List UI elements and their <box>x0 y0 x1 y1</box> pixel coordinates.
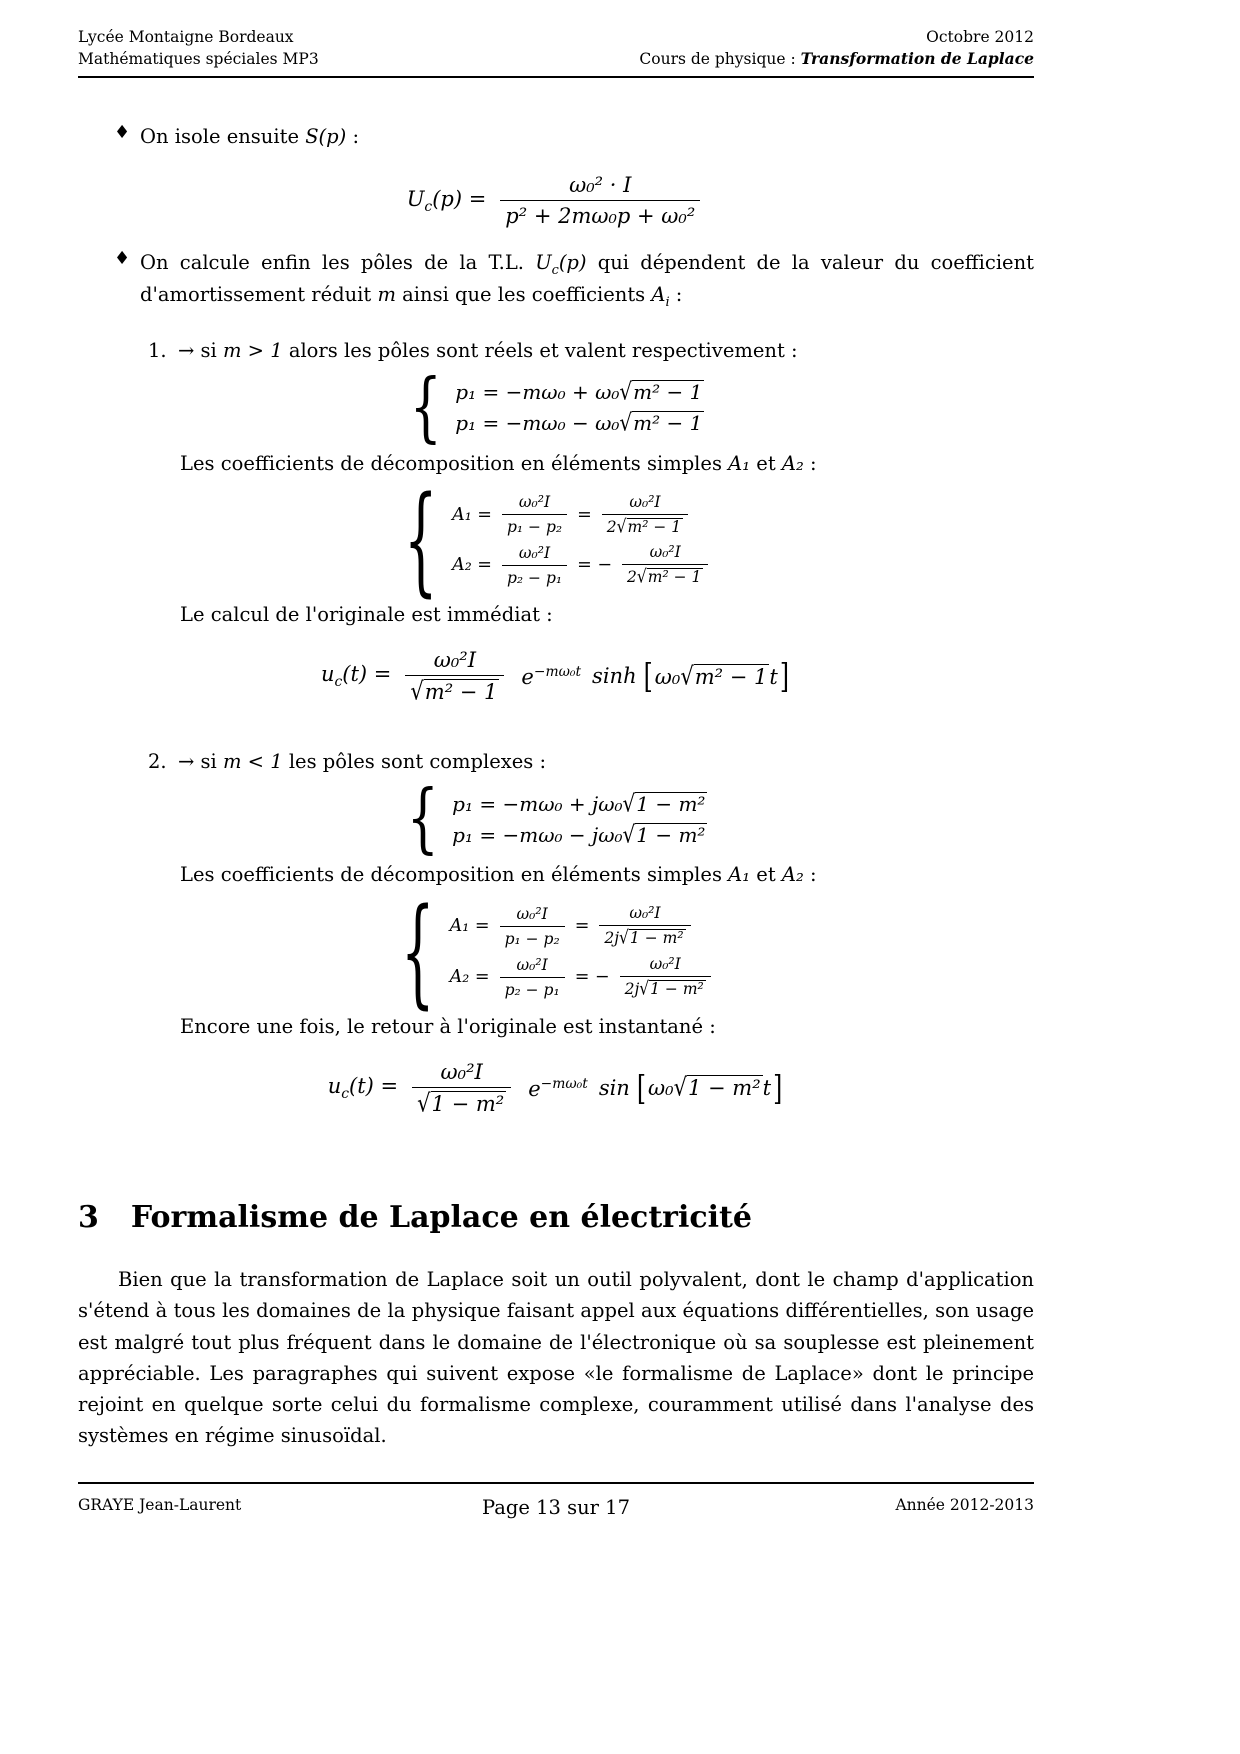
fraction-numerator: ω₀²I <box>516 955 548 974</box>
radical-icon: √ <box>417 1088 431 1118</box>
square-root <box>622 788 708 818</box>
fraction-numerator: ω₀²I <box>629 492 661 511</box>
radical-icon: √ <box>622 788 636 818</box>
fraction-denominator: p₁ − p₂ <box>500 926 565 948</box>
math-run: e <box>521 664 534 689</box>
system-lines <box>452 493 711 588</box>
fraction <box>500 956 565 999</box>
math-run: A₁ = <box>452 504 492 525</box>
system-line <box>452 819 707 849</box>
math-sub: c <box>334 674 343 691</box>
math-run: t <box>769 664 778 689</box>
right-bracket: ] <box>779 655 789 697</box>
radical-icon: √ <box>639 977 650 1000</box>
diamond-bullet-icon: ♦ <box>114 248 131 270</box>
class-name: Mathématiques spéciales MP3 <box>78 50 319 69</box>
eq-lhs <box>407 187 487 215</box>
square-root <box>622 819 708 849</box>
square-root <box>639 977 706 1000</box>
math-run: U <box>406 186 425 211</box>
math-run: p₁ = −mω₀ + ω₀ <box>455 380 620 405</box>
system-line <box>450 955 714 999</box>
math-run: A₂ <box>781 863 804 887</box>
equation-system <box>408 363 705 451</box>
math-sub: c <box>341 1086 350 1103</box>
course-line-prefix: Cours de physique : <box>639 50 801 69</box>
header-rule <box>78 76 1034 78</box>
fraction-numerator: ω₀²I <box>440 1059 483 1084</box>
function-name: sin <box>598 1076 630 1101</box>
list-number: 1. <box>148 338 167 362</box>
math-run: u <box>327 1073 342 1098</box>
radical-icon: √ <box>619 927 629 949</box>
square-root <box>619 929 686 947</box>
fraction-numerator: ω₀²I <box>629 904 661 923</box>
section-title: Formalisme de Laplace en électricité <box>130 1200 752 1236</box>
math-run: 2 <box>626 568 637 587</box>
left-brace: { <box>409 363 442 451</box>
text-run: → si <box>178 750 223 774</box>
left-bracket: [ <box>643 655 653 697</box>
radical-icon: √ <box>410 677 424 706</box>
radicand: m² − 1 <box>647 568 702 587</box>
system-line <box>452 493 691 537</box>
radicand: 1 − m² <box>687 1076 761 1101</box>
radicand: m² − 1 <box>627 517 682 536</box>
footer-year: Année 2012-2013 <box>895 1496 1034 1514</box>
system-poles-complex <box>78 774 1034 863</box>
fraction <box>500 173 700 228</box>
radical-icon: √ <box>619 377 633 406</box>
math-run: ω₀ <box>648 1076 674 1101</box>
radical-icon: √ <box>680 661 694 691</box>
text-run: : <box>669 283 683 307</box>
header-left <box>78 26 319 71</box>
left-brace: { <box>401 881 435 1021</box>
eq-lhs <box>328 1074 398 1102</box>
math-run: = − <box>577 555 612 576</box>
bracket-argument <box>648 1075 771 1100</box>
math-run <box>535 251 587 279</box>
math-run: 2j <box>604 929 620 948</box>
square-root <box>616 515 684 537</box>
equation-system <box>401 469 712 609</box>
text-run: : <box>803 451 817 475</box>
math-run: A <box>651 283 666 307</box>
fraction-numerator: ω₀²I <box>516 904 548 923</box>
list-text <box>178 339 798 362</box>
eq-lhs <box>321 662 391 690</box>
math-run: m < 1 <box>222 750 283 774</box>
footer-rule <box>78 1482 1034 1484</box>
math-run: A₁ <box>728 451 751 475</box>
math-run: = <box>574 916 590 937</box>
course-title: Transformation de Laplace <box>800 49 1034 69</box>
radical-icon: √ <box>636 566 647 588</box>
math-sub: c <box>551 263 559 279</box>
math-sup: −mω₀t <box>540 1075 588 1092</box>
radical-icon: √ <box>619 408 633 437</box>
fraction <box>602 493 688 537</box>
exponential-term <box>528 1076 588 1101</box>
text-run: les pôles sont complexes : <box>282 750 547 774</box>
text-run: : <box>803 863 817 887</box>
radicand: 1 − m² <box>629 929 684 948</box>
system-line <box>452 788 707 818</box>
text-run: → si <box>178 338 223 362</box>
math-run: e <box>528 1076 541 1101</box>
math-sub: c <box>424 198 433 215</box>
system-coeff-real <box>78 469 1034 609</box>
fraction-denominator <box>405 675 504 704</box>
radicand: 1 − m² <box>650 980 704 999</box>
math-run: (p) <box>558 251 587 275</box>
fraction <box>502 493 567 536</box>
footer-author: GRAYE Jean-Laurent <box>78 1496 242 1514</box>
coeff-decomposition-text <box>180 452 1034 475</box>
institution-name: Lycée Montaigne Bordeaux <box>78 28 294 46</box>
fraction-denominator: p₂ − p₁ <box>502 565 567 587</box>
left-bracket: [ <box>636 1067 647 1109</box>
equation-system <box>405 774 708 863</box>
page-footer <box>78 1482 1034 1519</box>
radical-icon: √ <box>673 1073 687 1102</box>
radicand: 1 − m² <box>636 791 706 816</box>
header-date: Octobre 2012 <box>926 28 1034 46</box>
text-run: qui dépendent de la valeur du coefficient d'amortissement réduit <box>140 251 1034 307</box>
math-run: 2j <box>624 980 640 999</box>
system-line <box>452 543 711 587</box>
text-run: On calcule enfin les pôles de la T.L. <box>140 251 536 275</box>
math-run: p₁ = −mω₀ − jω₀ <box>452 822 623 847</box>
right-bracket: ] <box>773 1067 783 1109</box>
list-text <box>178 750 546 773</box>
square-root <box>637 568 704 586</box>
intro-paragraph: Bien que la transformation de Laplace soit un outil polyvalent, dont le champ d'application s'étend à tous les domaines de la physique faisant appel aux équations différentielles, son usage est malgré tout plus fréquent dans le domaine de l'électronique où sa souplesse est pleinement appréciable. Les paragraphes qui suivent expose «le formalisme de Laplace» dont le principe rejoint en quelque sorte celui du formalisme complexe, couramment utilisé dans l'analyse des systèmes en régime sinusoïdal. <box>78 1268 1034 1448</box>
original-instantane-text: Encore une fois, le retour à l'originale est instantané : <box>180 1014 716 1038</box>
bullet-item-poles <box>114 248 1034 312</box>
fraction <box>599 904 690 948</box>
system-lines <box>455 377 704 437</box>
fraction-numerator: ω₀²I <box>649 955 681 974</box>
diamond-bullet-icon: ♦ <box>114 121 131 143</box>
math-run: ω₀ <box>654 664 681 689</box>
text-run: et <box>750 451 782 475</box>
math-run: = − <box>574 967 610 988</box>
math-run: (p) = <box>432 186 487 211</box>
system-line <box>455 408 704 437</box>
text-run: ainsi que les coefficients <box>395 283 652 307</box>
math-run: A₂ <box>781 451 804 475</box>
system-coeff-complex <box>78 881 1034 1021</box>
math-run: A₁ <box>728 863 751 887</box>
fraction <box>412 1060 511 1116</box>
course-line <box>639 48 1034 70</box>
header-right <box>639 26 1034 71</box>
math-run: 2 <box>606 517 617 536</box>
square-root <box>619 408 704 437</box>
fraction-denominator <box>622 564 708 587</box>
left-brace: { <box>403 469 438 609</box>
math-run: (t) = <box>342 662 392 687</box>
list-number: 2. <box>148 750 167 774</box>
math-run: m > 1 <box>222 338 283 362</box>
section-heading <box>78 1200 1034 1236</box>
math-run: m <box>377 283 396 307</box>
math-run: u <box>320 662 335 687</box>
math-run: = <box>577 504 592 525</box>
fraction <box>405 648 504 704</box>
footer-page-number: Page 13 sur 17 <box>481 1496 631 1519</box>
fraction-numerator: ω₀²I <box>649 543 681 562</box>
section-number: 3 <box>78 1200 99 1236</box>
function-name: sinh <box>592 664 637 689</box>
radicand: m² − 1 <box>424 680 498 705</box>
math-run: A₁ = <box>449 916 490 937</box>
math-run <box>651 283 670 311</box>
fraction-denominator: p² + 2mω₀p + ω₀² <box>500 200 700 228</box>
page-header <box>78 26 1034 78</box>
math-run: (t) = <box>349 1073 399 1098</box>
coeff-decomposition-text <box>180 863 1034 886</box>
radicand: 1 − m² <box>636 822 706 847</box>
equation-uc-t-sinh <box>78 648 1034 704</box>
list-item-2 <box>148 750 1034 773</box>
radicand: m² − 1 <box>633 380 703 405</box>
text-run: Les coefficients de décomposition en éléments simples <box>180 451 729 475</box>
fraction-denominator <box>620 976 711 999</box>
text-run: et <box>750 863 782 887</box>
square-root <box>680 661 769 691</box>
text-run: Les coefficients de décomposition en éléments simples <box>180 863 729 887</box>
math-sup: −mω₀t <box>533 663 582 680</box>
fraction-numerator: ω₀²I <box>433 648 477 673</box>
math-run: p₁ = −mω₀ − ω₀ <box>455 411 620 436</box>
original-immediate-text: Le calcul de l'originale est immédiat : <box>180 603 553 627</box>
left-brace: { <box>406 774 439 863</box>
equation-uc-t-sin <box>78 1060 1034 1116</box>
square-root <box>410 677 499 706</box>
system-line <box>450 904 694 948</box>
square-root <box>417 1088 506 1118</box>
fraction <box>502 544 567 587</box>
system-lines <box>452 788 707 849</box>
equation-uc-p <box>78 173 1034 228</box>
radical-icon: √ <box>616 515 627 537</box>
text-run: : <box>346 124 360 148</box>
fraction <box>620 955 711 999</box>
system-poles-real <box>78 363 1034 451</box>
bullet-text <box>140 122 359 151</box>
fraction <box>622 543 708 587</box>
bracket-argument <box>654 661 778 691</box>
fraction-denominator: p₁ − p₂ <box>502 514 567 536</box>
system-line <box>455 377 704 406</box>
text-run: alors les pôles sont réels et valent respectivement : <box>282 338 798 362</box>
radicand: m² − 1 <box>633 411 703 436</box>
fraction-numerator: ω₀² · I <box>569 173 632 198</box>
math-run: S(p) <box>305 124 347 148</box>
radical-icon: √ <box>622 819 636 849</box>
fraction-denominator <box>599 925 690 948</box>
square-root <box>619 377 704 406</box>
equation-system <box>398 881 714 1021</box>
fraction-denominator: p₂ − p₁ <box>500 977 565 999</box>
bullet-text <box>140 248 1034 312</box>
fraction-denominator <box>412 1087 511 1116</box>
math-sub: i <box>665 295 670 311</box>
math-run: U <box>535 251 552 275</box>
math-run: A₂ = <box>452 555 492 576</box>
fraction-numerator: ω₀²I <box>518 493 551 511</box>
text-run: On isole ensuite <box>140 124 306 148</box>
fraction-numerator: ω₀²I <box>518 543 551 562</box>
fraction-denominator <box>602 514 688 537</box>
exponential-term <box>521 664 581 689</box>
radicand: m² − 1 <box>694 664 768 689</box>
fraction <box>500 905 565 948</box>
math-run: t <box>762 1076 772 1101</box>
radicand: 1 − m² <box>431 1091 505 1116</box>
list-item-1 <box>148 339 1034 362</box>
math-run: A₂ = <box>449 967 490 988</box>
bullet-item-isole <box>114 122 1034 151</box>
square-root <box>673 1073 763 1102</box>
system-lines <box>450 904 714 999</box>
math-run: p₁ = −mω₀ + jω₀ <box>452 791 623 816</box>
